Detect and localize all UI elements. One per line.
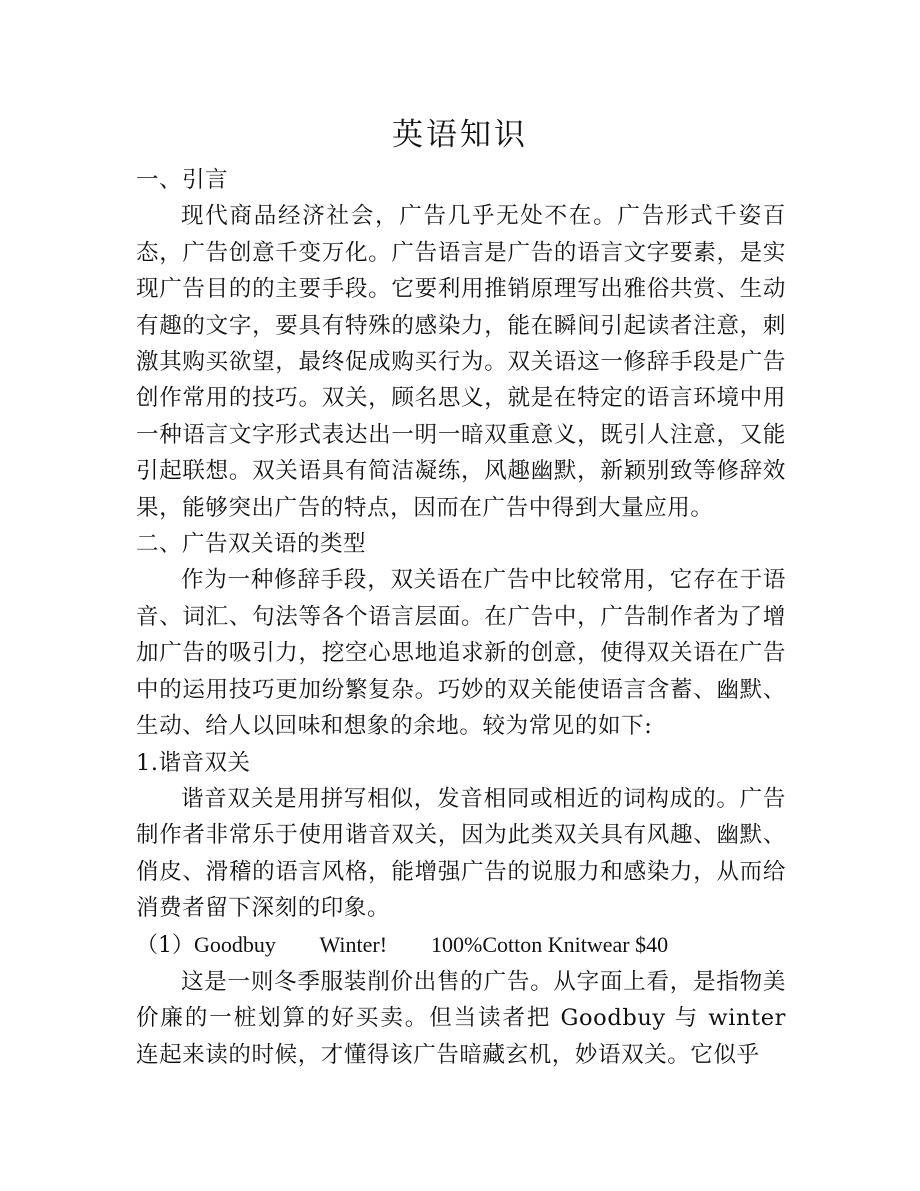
example-number: （1） — [136, 932, 194, 958]
example-explanation-paragraph: 这是一则冬季服装削价出售的广告。从字面上看，是指物美价廉的一桩划算的好买卖。但当读者把 Goodbuy 与 winter 连起来读的时候，才懂得该广告暗藏玄机，妙语双关。它似乎 — [136, 968, 786, 1068]
document-title: 英语知识 — [392, 117, 528, 153]
document-body — [136, 162, 786, 1073]
subsection-heading-homophonic-pun: 1.谐音双关 — [136, 749, 251, 776]
example-text: Goodbuy Winter! 100%Cotton Knitwear $40 — [194, 931, 669, 957]
introduction-paragraph: 现代商品经济社会，广告几乎无处不在。广告形式千姿百态，广告创意千变万化。广告语言是广告的语言文字要素，是实现广告目的的主要手段。它要利用推销原理写出雅俗共赏、生动有趣的文字，要具有特殊的感染力，能在瞬间引起读者注意，刺激其购买欲望，最终促成购买行为。双关语这一修辞手段是广告创作常用的技巧。双关，顾名思义，就是在特定的语言环境中用一种语言文字形式表达出一明一暗双重意义，既引人注意，又能引起联想。双关语具有简洁凝练，风趣幽默，新颖别致等修辞效果，能够突出广告的特点，因而在广告中得到大量应用。 — [136, 203, 786, 521]
pun-types-paragraph: 作为一种修辞手段，双关语在广告中比较常用，它存在于语音、词汇、句法等各个语言层面。在广告中，广告制作者为了增加广告的吸引力，挖空心思地追求新的创意，使得双关语在广告中的运用技巧更加纷繁复杂。巧妙的双关能使语言含蓄、幽默、生动、给人以回味和想象的余地。较为常见的如下: — [136, 567, 786, 740]
section-heading-pun-types: 二、广告双关语的类型 — [136, 531, 367, 558]
example-line — [136, 927, 786, 964]
section-heading-introduction: 一、引言 — [136, 167, 229, 193]
homophonic-pun-paragraph: 谐音双关是用拼写相似，发音相同或相近的词构成的。广告制作者非常乐于使用谐音双关，因为此类双关具有风趣、幽默、俏皮、滑稽的语言风格，能增强广告的说服力和感染力，从而给消费者留下深刻的印象。 — [136, 785, 786, 922]
